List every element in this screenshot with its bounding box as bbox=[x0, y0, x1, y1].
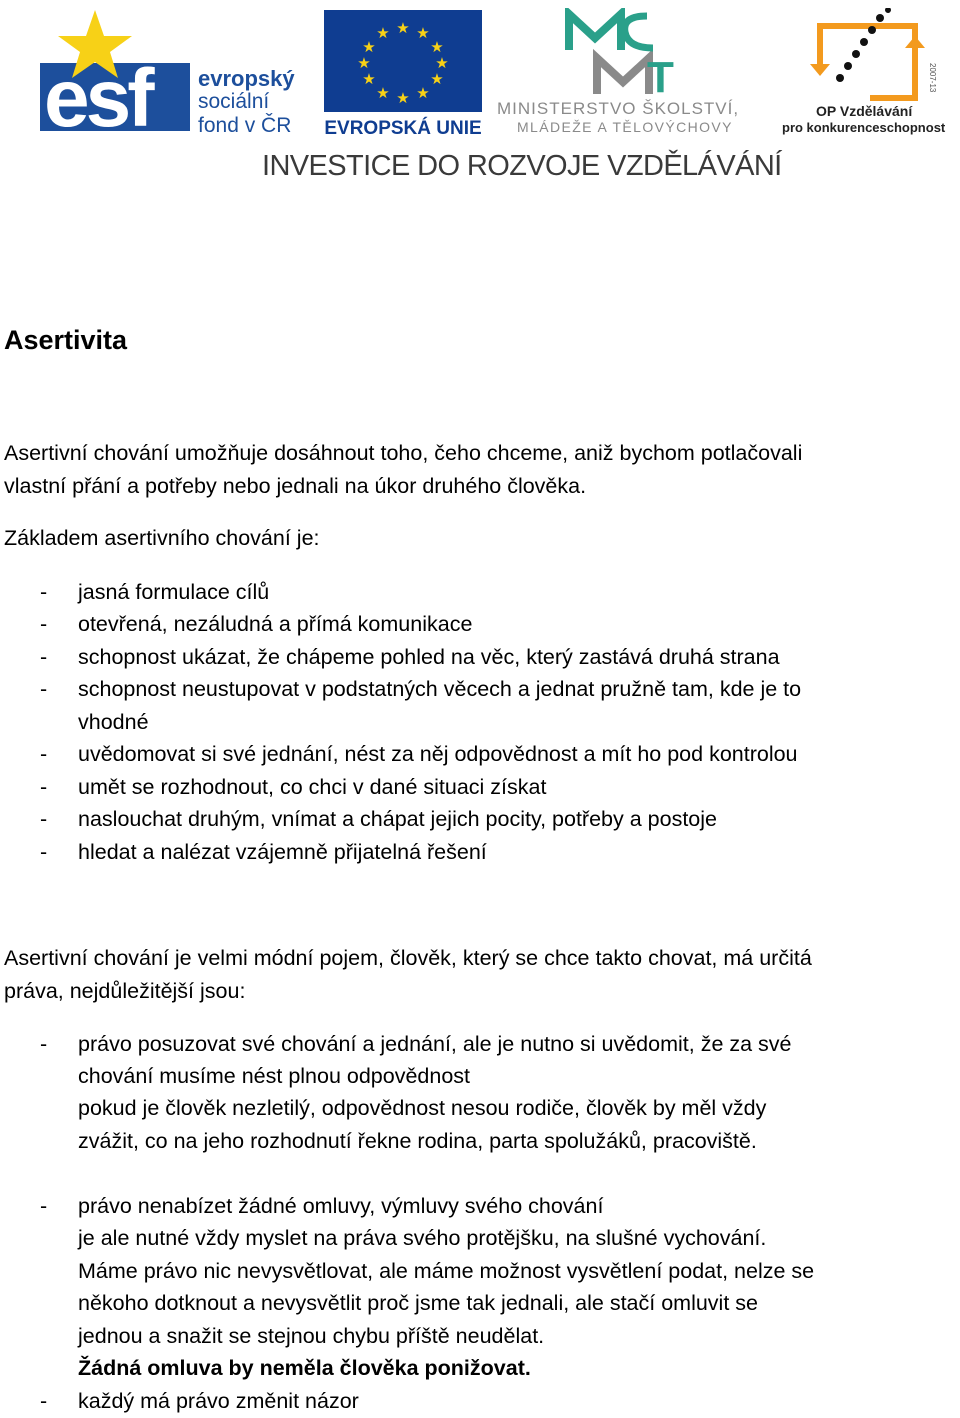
esf-text-3: fond v ČR bbox=[198, 114, 292, 137]
list-item-continuation: chování musíme nést plnou odpovědnost bbox=[78, 1064, 471, 1088]
esf-text-1: evropský bbox=[198, 66, 295, 91]
op-text-1: OP Vzdělávání bbox=[816, 103, 913, 119]
svg-text:★: ★ bbox=[435, 54, 449, 72]
svg-text:★: ★ bbox=[376, 84, 390, 102]
rights-intro-line-1: Asertivní chování je velmi módní pojem, člověk, který se chce takto chovat, má určitá bbox=[4, 946, 812, 970]
svg-text:★: ★ bbox=[396, 89, 410, 107]
svg-text:★: ★ bbox=[396, 19, 410, 37]
op-vzdelavani-logo bbox=[780, 8, 955, 138]
intro-line-2: vlastní přání a potřeby nebo jednali na úkor druhého člověka. bbox=[4, 474, 587, 498]
list-item-continuation: někoho dotknout a nevysvětlit proč jsme tak jednali, ale stačí omluvit se bbox=[78, 1291, 758, 1315]
list-item-continuation: je ale nutné vždy myslet na práva svého protějšku, na slušné vychování. bbox=[78, 1226, 767, 1250]
list-item-continuation: jednou a snažit se stejnou chybu příště neudělat. bbox=[78, 1324, 545, 1348]
header-tagline: INVESTICE DO ROZVOJE VZDĚLÁVÁNÍ bbox=[262, 150, 782, 182]
op-years: 2007-13 bbox=[928, 63, 937, 93]
op-text-2: pro konkurenceschopnost bbox=[782, 120, 946, 135]
list-item-continuation: pokud je člověk nezletilý, odpovědnost nesou rodiče, člověk by měl vždy bbox=[78, 1096, 767, 1120]
svg-text:★: ★ bbox=[357, 54, 371, 72]
msmt-text-1: MINISTERSTVO ŠKOLSTVÍ, bbox=[497, 99, 740, 118]
svg-text:★: ★ bbox=[376, 24, 390, 42]
bold-statement: Žádná omluva by neměla člověka ponižovat. bbox=[78, 1356, 531, 1380]
svg-text:★: ★ bbox=[430, 70, 444, 88]
svg-text:esf: esf bbox=[44, 53, 151, 138]
msmt-text-2: MLÁDEŽE A TĚLOVÝCHOVY bbox=[517, 119, 733, 135]
basis-heading: Základem asertivního chování je: bbox=[4, 526, 320, 550]
page-title: Asertivita bbox=[4, 325, 128, 355]
svg-text:★: ★ bbox=[362, 38, 376, 56]
svg-text:★: ★ bbox=[430, 38, 444, 56]
intro-line-1: Asertivní chování umožňuje dosáhnout toho, čeho chceme, aniž bychom potlačovali bbox=[4, 441, 803, 465]
svg-text:T: T bbox=[647, 53, 674, 102]
msmt-logo bbox=[497, 8, 772, 138]
list-item-continuation: vhodné bbox=[78, 710, 149, 734]
svg-text:★: ★ bbox=[416, 24, 430, 42]
esf-text-2: sociální bbox=[198, 90, 270, 113]
svg-text:★: ★ bbox=[362, 70, 376, 88]
header-logos bbox=[0, 0, 960, 190]
rights-intro-line-2: práva, nejdůležitější jsou: bbox=[4, 979, 246, 1003]
eu-flag-logo bbox=[322, 8, 484, 138]
list-item-continuation: Máme právo nic nevysvětlovat, ale máme možnost vysvětlení podat, nelze se bbox=[78, 1259, 815, 1283]
eu-text: EVROPSKÁ UNIE bbox=[324, 118, 482, 138]
esf-logo bbox=[40, 8, 315, 138]
svg-text:★: ★ bbox=[416, 84, 430, 102]
list-item-continuation: zvážit, co na jeho rozhodnutí řekne rodina, parta spolužáků, pracoviště. bbox=[78, 1129, 757, 1153]
